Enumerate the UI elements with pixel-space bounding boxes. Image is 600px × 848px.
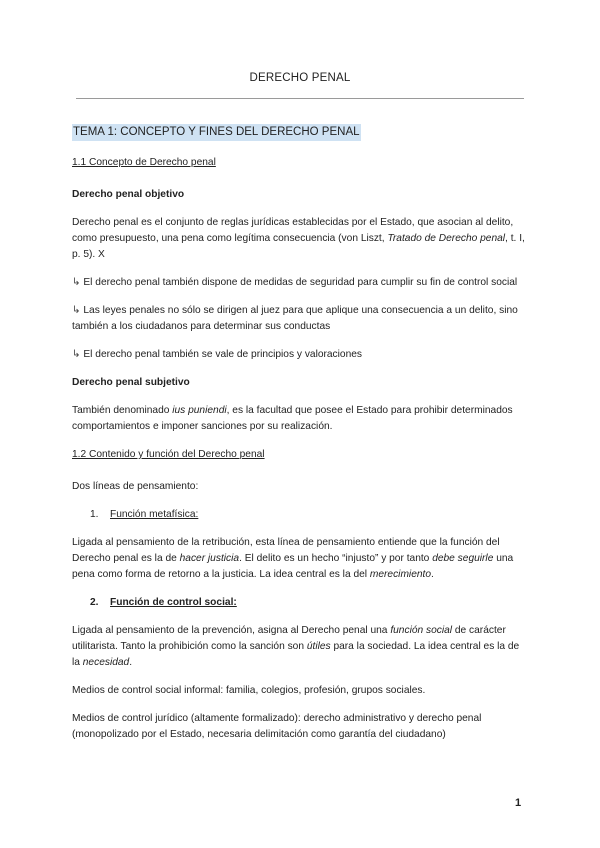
- header-divider: [76, 98, 524, 99]
- lineas-intro: Dos líneas de pensamiento:: [72, 481, 199, 492]
- section-heading-1-2: 1.2 Contenido y función del Derecho penal: [72, 449, 265, 460]
- section-heading-1-1: 1.1 Concepto de Derecho penal: [72, 157, 216, 168]
- numbered-item-1: 1. Función metafísica:: [90, 509, 199, 520]
- control-social-paragraph: Ligada al pensamiento de la prevención, asigna al Derecho penal una función social de carácter utilitarista. Tanto la prohibición como la sanción son útiles para la sociedad. La idea central es la de la necesidad.: [72, 625, 520, 668]
- chapter-title: TEMA 1: CONCEPTO Y FINES DEL DERECHO PENAL: [72, 124, 361, 141]
- subheading-objetivo: Derecho penal objetivo: [72, 189, 185, 200]
- arrow-icon: ↳: [72, 305, 81, 316]
- arrow-icon: ↳: [72, 277, 81, 288]
- document-body: [72, 124, 528, 755]
- bullet-item: ↳ El derecho penal también dispone de medidas de seguridad para cumplir su fin de control social: [72, 277, 518, 288]
- header-title: DERECHO PENAL: [249, 72, 351, 84]
- bullet-item: ↳ Las leyes penales no sólo se dirigen al juez para que aplique una consecuencia a un delito, sino también a los ciudadanos para determinar sus conductas: [72, 305, 518, 332]
- subjetivo-paragraph: También denominado ius puniendi, es la facultad que posee el Estado para prohibir determinados comportamientos e imponer sanciones por su realización.: [72, 405, 513, 432]
- page-number: 1: [515, 797, 522, 809]
- subheading-subjetivo: Derecho penal subjetivo: [72, 377, 190, 388]
- arrow-icon: ↳: [72, 349, 81, 360]
- metafisica-paragraph: Ligada al pensamiento de la retribución, esta línea de pensamiento entiende que la función del Derecho penal es la de hacer justicia. El delito es un hecho “injusto” y por tanto debe seguirle una pena como forma de retorno a la justicia. La idea central es la del merecimiento.: [72, 537, 514, 580]
- definition-paragraph: Derecho penal es el conjunto de reglas jurídicas establecidas por el Estado, que asocian al delito, como presupuesto, una pena como legítima consecuencia (von Liszt, Tratado de Derecho penal, t. I, p. 5). X: [72, 217, 525, 260]
- informal-paragraph: Medios de control social informal: familia, colegios, profesión, grupos sociales.: [72, 685, 426, 696]
- bullet-item: ↳ El derecho penal también se vale de principios y valoraciones: [72, 349, 363, 360]
- juridico-paragraph: Medios de control jurídico (altamente formalizado): derecho administrativo y derecho penal (monopolizado por el Estado, necesaria delimitación como garantía del ciudadano): [72, 713, 482, 740]
- numbered-item-2: 2. Función de control social:: [90, 597, 237, 608]
